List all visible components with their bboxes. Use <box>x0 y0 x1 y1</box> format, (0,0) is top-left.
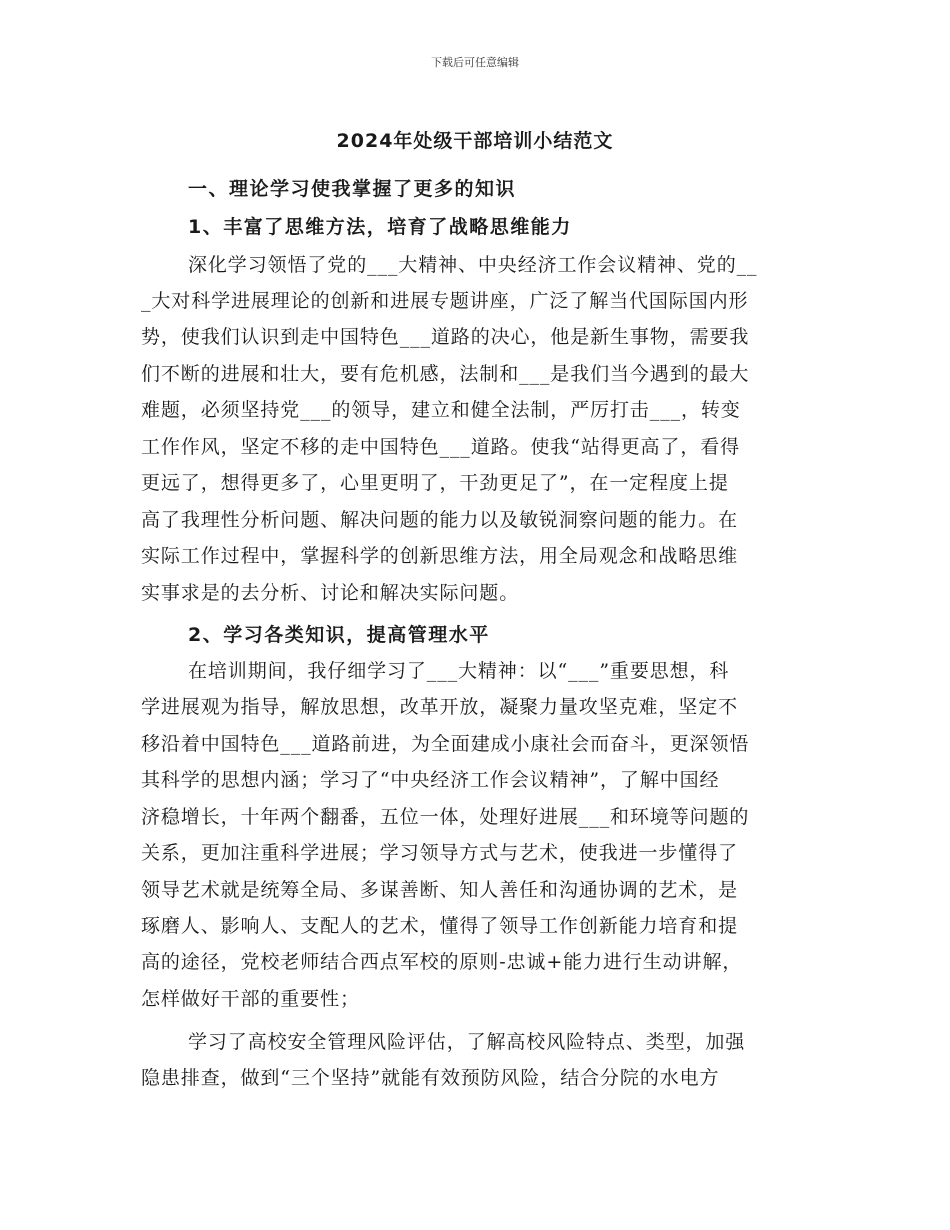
paragraph-2-line: 移沿着中国特色___道路前进，为全面建成小康社会而奋斗，更深领悟 <box>141 733 750 755</box>
paragraph-1-line: 实际工作过程中，掌握科学的创新思维方法，用全局观念和战略思维 <box>141 545 739 567</box>
paragraph-2-line: 高的途径，党校老师结合西点军校的原则-忠诚+能力进行生动讲解， <box>141 951 743 973</box>
paragraph-1-line: 深化学习领悟了党的___大精神、中央经济工作会议精神、党的__ <box>188 254 758 276</box>
paragraph-2-line: 领导艺术就是统筹全局、多谋善断、知人善任和沟通协调的艺术，是 <box>141 879 739 901</box>
paragraph-1-line: 势，使我们认识到走中国特色___道路的决心，他是新生事物，需要我 <box>141 326 750 348</box>
paragraph-2-line: 在培训期间，我仔细学习了___大精神：以“___”重要思想，科 <box>188 660 730 682</box>
paragraph-2-line: 济稳增长，十年两个翻番，五位一体，处理好进展___和环境等问题的 <box>141 806 750 828</box>
paragraph-3-line: 学习了高校安全管理风险评估，了解高校风险特点、类型，加强 <box>188 1031 746 1053</box>
subsection-heading-2: 2、学习各类知识，提高管理水平 <box>188 624 490 646</box>
paragraph-2-line: 学进展观为指导，解放思想，改革开放，凝聚力量攻坚克难，坚定不 <box>141 696 739 718</box>
paragraph-1-line: _大对科学进展理论的创新和进展专题讲座，广泛了解当代国际国内形 <box>141 290 749 312</box>
paragraph-2-line: 关系，更加注重科学进展；学习领导方式与艺术，使我进一步懂得了 <box>141 842 739 864</box>
paragraph-1-line: 更远了，想得更多了，心里更明了，干劲更足了”，在一定程度上提 <box>141 472 729 494</box>
section-heading-1: 一、理论学习使我掌握了更多的知识 <box>188 178 517 200</box>
paragraph-2-line: 琢磨人、影响人、支配人的艺术，懂得了领导工作创新能力培育和提 <box>141 915 739 937</box>
paragraph-1-line: 工作作风，坚定不移的走中国特色___道路。使我“站得更高了，看得 <box>141 436 741 458</box>
paragraph-1-line: 难题，必须坚持党___的领导，建立和健全法制，严厉打击___，转变 <box>141 399 741 421</box>
paragraph-2-line: 怎样做好干部的重要性； <box>141 988 360 1010</box>
paragraph-1-line: 实事求是的去分析、讨论和解决实际问题。 <box>141 582 520 604</box>
paragraph-1-line: 高了我理性分析问题、解决问题的能力以及敏锐洞察问题的能力。在 <box>141 509 739 531</box>
paragraph-2-line: 其科学的思想内涵；学习了“中央经济工作会议精神”，了解中国经 <box>141 769 720 791</box>
subsection-heading-1: 1、丰富了思维方法，培育了战略思维能力 <box>188 216 572 238</box>
page-header-note: 下载后可任意编辑 <box>431 56 519 69</box>
document-title: 2024年处级干部培训小结范文 <box>336 130 614 152</box>
paragraph-3-line: 隐患排查，做到“三个坚持”就能有效预防风险，结合分院的水电方 <box>141 1067 720 1089</box>
paragraph-1-line: 们不断的进展和壮大，要有危机感，法制和___是我们当今遇到的最大 <box>141 363 750 385</box>
